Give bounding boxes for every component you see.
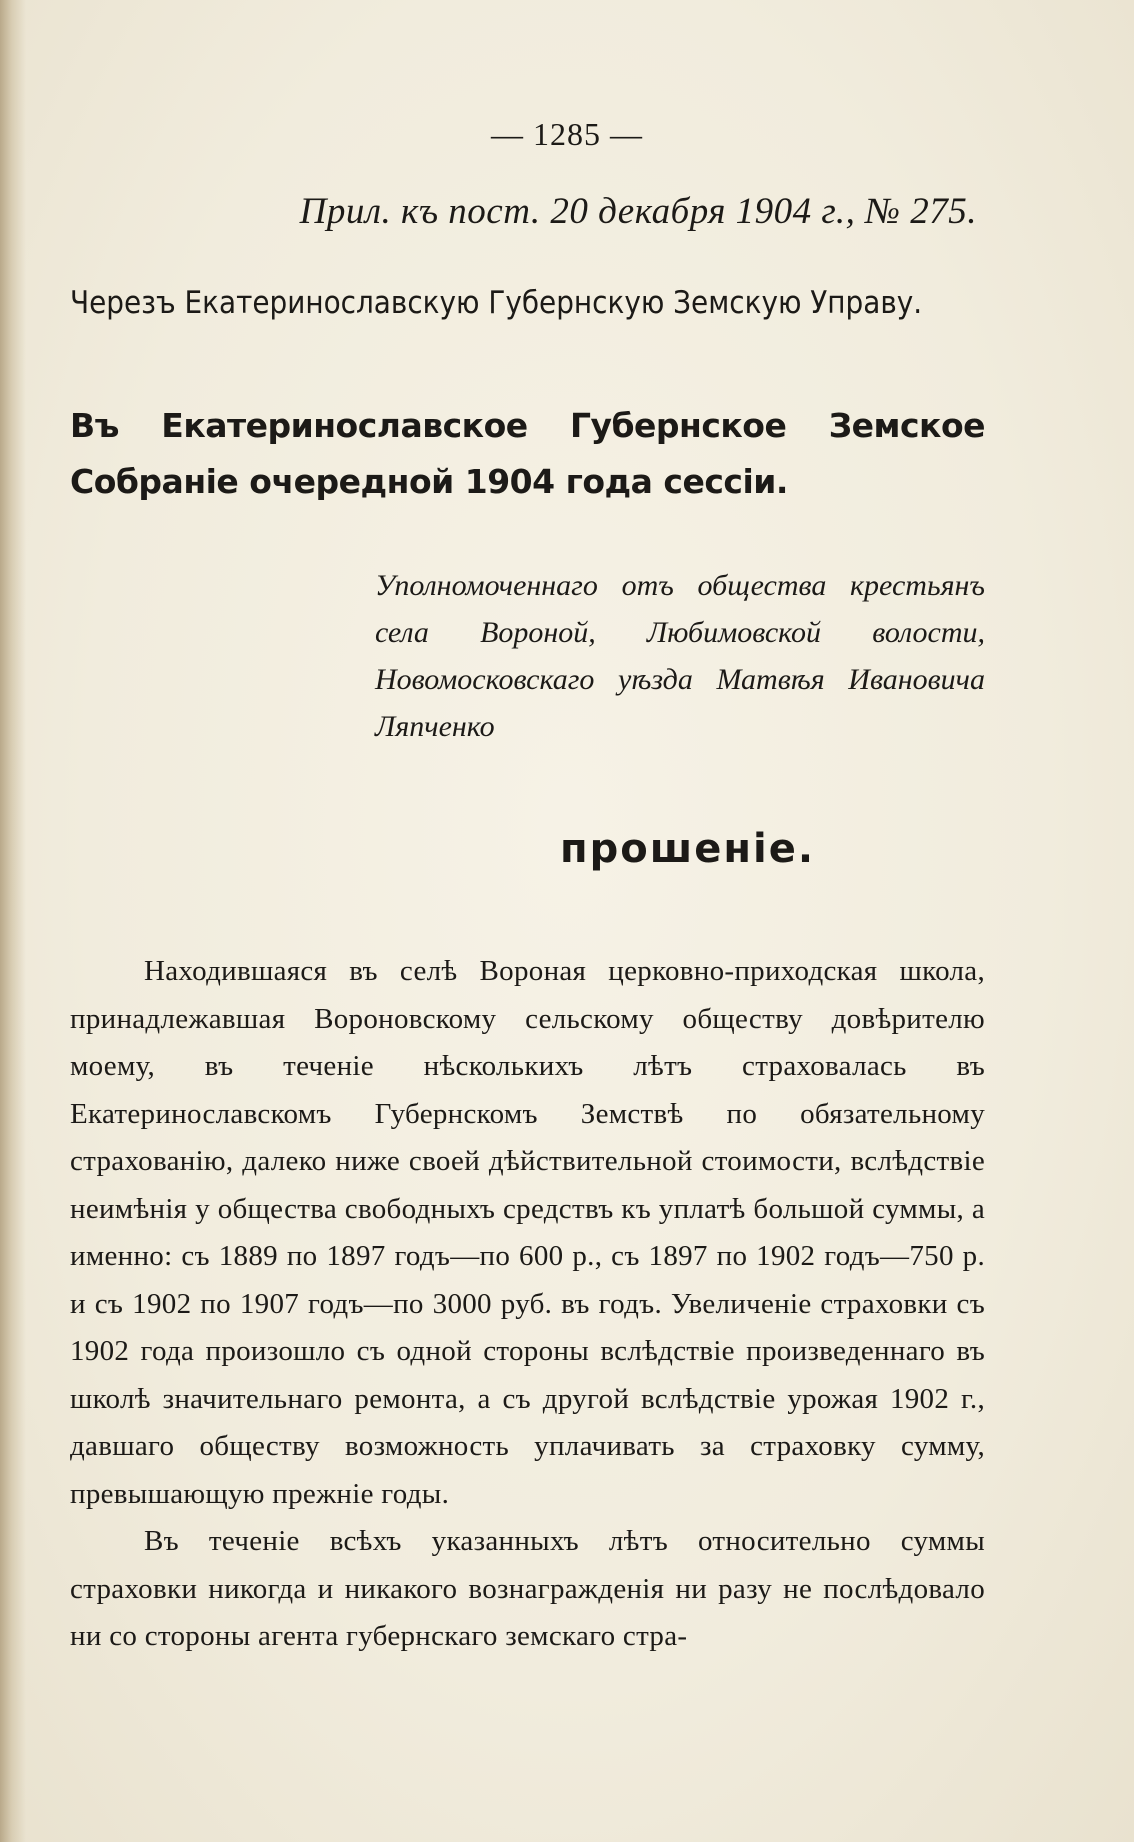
paragraph-1: Находившаяся въ селѣ Вороная церковно-приходская школа, принадлежавшая Вороновскому сельскому обществу довѣрителю моему, въ теченіе нѣсколькихъ лѣтъ страховалась въ Екатеринославскомъ Губернскомъ Земствѣ по обязательному страхованію, далеко ниже своей дѣйствительной стоимости, вслѣдствіе неимѣнія у общества свободныхъ средствъ къ уплатѣ большой суммы, а именно: съ 1889 по 1897 годъ—по 600 р., съ 1897 по 1902 годъ—750 р. и съ 1902 по 1907 годъ—по 3000 руб. въ годъ. Увеличеніе страховки съ 1902 года произошло съ одной стороны вслѣдствіе произведеннаго въ школѣ значительнаго ремонта, а съ другой вслѣдствіе урожая 1902 г., давшаго обществу возможность уплачивать за страховку сумму, превышающую прежніе годы.	[70, 955, 985, 1510]
paragraph-2: Въ теченіе всѣхъ указанныхъ лѣтъ относительно суммы страховки никогда и никакого вознагражденія ни разу не послѣдовало ни со стороны агента губернскаго земскаго стра-	[70, 1525, 985, 1652]
addressee-heading: Въ Екатеринославское Губернское Земское Собраніе очередной 1904 года сессіи.	[70, 406, 985, 501]
page-edge-shadow	[0, 0, 26, 1842]
page-number: — 1285 —	[491, 116, 643, 152]
routing-line: Черезъ Екатеринославскую Губернскую Земскую Управу.	[70, 285, 923, 321]
resolution-reference: Прил. къ пост. 20 декабря 1904 г., № 275.	[299, 191, 977, 232]
document-title: прошеніе.	[560, 826, 816, 872]
sender-block: Уполномоченнаго отъ общества крестьянъ села Вороной, Любимовской волости, Новомосковскаго уѣзда Матвѣя Ивановича Ляпченко	[375, 569, 985, 743]
body-text	[70, 948, 985, 1661]
